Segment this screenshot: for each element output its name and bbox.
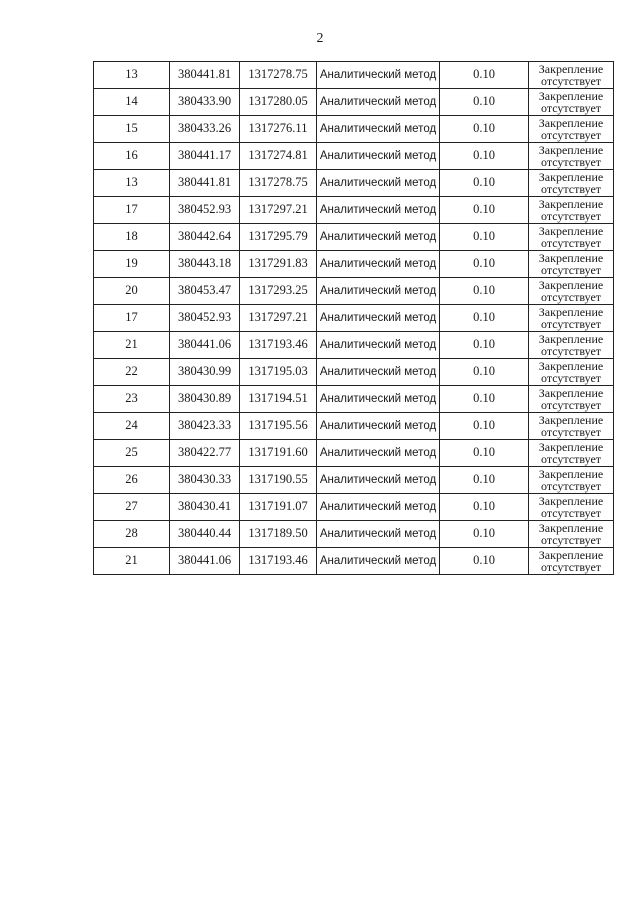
fixation-text: Закрепление — [538, 170, 604, 184]
accuracy-cell: 0.10 — [440, 440, 529, 467]
fixation-cell — [529, 494, 614, 521]
table-row — [94, 116, 614, 143]
point-cell: 19 — [94, 251, 170, 278]
fixation-text: Закрепление — [538, 386, 604, 400]
accuracy-cell: 0.10 — [440, 467, 529, 494]
fixation-text: Закрепление — [538, 143, 604, 157]
table-row — [94, 494, 614, 521]
table-row — [94, 278, 614, 305]
fixation-text: отсутствует — [540, 452, 602, 466]
coordinates-table-body — [94, 62, 614, 575]
point-cell: 23 — [94, 386, 170, 413]
fixation-text: отсутствует — [540, 398, 602, 412]
y-coordinate-cell: 1317195.56 — [240, 413, 317, 440]
accuracy-cell: 0.10 — [440, 521, 529, 548]
method-cell: Аналитический метод — [317, 62, 440, 89]
fixation-text: отсутствует — [540, 155, 602, 169]
accuracy-cell: 0.10 — [440, 332, 529, 359]
method-cell: Аналитический метод — [317, 251, 440, 278]
accuracy-cell: 0.10 — [440, 548, 529, 575]
fixation-text: Закрепление — [538, 494, 604, 508]
y-coordinate-cell: 1317295.79 — [240, 224, 317, 251]
y-coordinate-cell: 1317278.75 — [240, 62, 317, 89]
x-coordinate-cell: 380452.93 — [170, 305, 240, 332]
y-coordinate-cell: 1317280.05 — [240, 89, 317, 116]
accuracy-cell: 0.10 — [440, 197, 529, 224]
fixation-text: отсутствует — [540, 371, 602, 385]
accuracy-cell: 0.10 — [440, 386, 529, 413]
fixation-text: Закрепление — [538, 251, 604, 265]
point-cell: 26 — [94, 467, 170, 494]
fixation-cell — [529, 467, 614, 494]
point-cell: 25 — [94, 440, 170, 467]
point-cell: 28 — [94, 521, 170, 548]
method-cell: Аналитический метод — [317, 386, 440, 413]
fixation-cell — [529, 89, 614, 116]
point-cell: 27 — [94, 494, 170, 521]
table-row — [94, 62, 614, 89]
fixation-text: отсутствует — [540, 560, 602, 574]
fixation-text: отсутствует — [540, 101, 602, 115]
fixation-cell — [529, 548, 614, 575]
point-cell: 13 — [94, 62, 170, 89]
method-cell: Аналитический метод — [317, 332, 440, 359]
point-cell: 17 — [94, 197, 170, 224]
fixation-cell — [529, 359, 614, 386]
fixation-text: Закрепление — [538, 116, 604, 130]
point-cell: 17 — [94, 305, 170, 332]
accuracy-cell: 0.10 — [440, 251, 529, 278]
x-coordinate-cell: 380441.17 — [170, 143, 240, 170]
y-coordinate-cell: 1317191.60 — [240, 440, 317, 467]
method-cell: Аналитический метод — [317, 494, 440, 521]
y-coordinate-cell: 1317274.81 — [240, 143, 317, 170]
coordinates-table — [93, 61, 614, 575]
table-row — [94, 386, 614, 413]
y-coordinate-cell: 1317278.75 — [240, 170, 317, 197]
fixation-text: Закрепление — [538, 278, 604, 292]
x-coordinate-cell: 380423.33 — [170, 413, 240, 440]
y-coordinate-cell: 1317193.46 — [240, 332, 317, 359]
accuracy-cell: 0.10 — [440, 143, 529, 170]
table-row — [94, 521, 614, 548]
point-cell: 13 — [94, 170, 170, 197]
page-number: 2 — [316, 31, 324, 46]
fixation-text: отсутствует — [540, 533, 602, 547]
x-coordinate-cell: 380430.99 — [170, 359, 240, 386]
x-coordinate-cell: 380430.33 — [170, 467, 240, 494]
fixation-text: отсутствует — [540, 128, 602, 142]
table-row — [94, 224, 614, 251]
accuracy-cell: 0.10 — [440, 278, 529, 305]
x-coordinate-cell: 380443.18 — [170, 251, 240, 278]
fixation-text: отсутствует — [540, 182, 602, 196]
fixation-cell — [529, 440, 614, 467]
method-cell: Аналитический метод — [317, 548, 440, 575]
fixation-text: отсутствует — [540, 506, 602, 520]
method-cell: Аналитический метод — [317, 89, 440, 116]
fixation-cell — [529, 116, 614, 143]
x-coordinate-cell: 380452.93 — [170, 197, 240, 224]
x-coordinate-cell: 380441.81 — [170, 170, 240, 197]
table-row — [94, 548, 614, 575]
point-cell: 20 — [94, 278, 170, 305]
method-cell: Аналитический метод — [317, 440, 440, 467]
accuracy-cell: 0.10 — [440, 89, 529, 116]
point-cell: 16 — [94, 143, 170, 170]
method-cell: Аналитический метод — [317, 170, 440, 197]
fixation-text: Закрепление — [538, 440, 604, 454]
fixation-text: Закрепление — [538, 467, 604, 481]
y-coordinate-cell: 1317190.55 — [240, 467, 317, 494]
accuracy-cell: 0.10 — [440, 413, 529, 440]
point-cell: 21 — [94, 548, 170, 575]
accuracy-cell: 0.10 — [440, 359, 529, 386]
fixation-cell — [529, 197, 614, 224]
y-coordinate-cell: 1317276.11 — [240, 116, 317, 143]
accuracy-cell: 0.10 — [440, 170, 529, 197]
fixation-cell — [529, 386, 614, 413]
x-coordinate-cell: 380440.44 — [170, 521, 240, 548]
fixation-text: Закрепление — [538, 521, 604, 535]
method-cell: Аналитический метод — [317, 197, 440, 224]
method-cell: Аналитический метод — [317, 278, 440, 305]
method-cell: Аналитический метод — [317, 359, 440, 386]
table-row — [94, 440, 614, 467]
table-row — [94, 197, 614, 224]
fixation-text: отсутствует — [540, 344, 602, 358]
method-cell: Аналитический метод — [317, 413, 440, 440]
fixation-cell — [529, 521, 614, 548]
method-cell: Аналитический метод — [317, 116, 440, 143]
x-coordinate-cell: 380422.77 — [170, 440, 240, 467]
accuracy-cell: 0.10 — [440, 62, 529, 89]
point-cell: 21 — [94, 332, 170, 359]
fixation-cell — [529, 224, 614, 251]
x-coordinate-cell: 380430.41 — [170, 494, 240, 521]
point-cell: 24 — [94, 413, 170, 440]
accuracy-cell: 0.10 — [440, 224, 529, 251]
fixation-text: Закрепление — [538, 197, 604, 211]
accuracy-cell: 0.10 — [440, 116, 529, 143]
fixation-cell — [529, 170, 614, 197]
fixation-text: отсутствует — [540, 209, 602, 223]
fixation-text: отсутствует — [540, 74, 602, 88]
fixation-cell — [529, 305, 614, 332]
y-coordinate-cell: 1317293.25 — [240, 278, 317, 305]
x-coordinate-cell: 380442.64 — [170, 224, 240, 251]
x-coordinate-cell: 380441.06 — [170, 332, 240, 359]
x-coordinate-cell: 380433.90 — [170, 89, 240, 116]
accuracy-cell: 0.10 — [440, 494, 529, 521]
fixation-cell — [529, 332, 614, 359]
y-coordinate-cell: 1317195.03 — [240, 359, 317, 386]
x-coordinate-cell: 380433.26 — [170, 116, 240, 143]
fixation-text: отсутствует — [540, 236, 602, 250]
method-cell: Аналитический метод — [317, 143, 440, 170]
point-cell: 14 — [94, 89, 170, 116]
fixation-text: Закрепление — [538, 62, 604, 76]
table-row — [94, 359, 614, 386]
x-coordinate-cell: 380430.89 — [170, 386, 240, 413]
y-coordinate-cell: 1317297.21 — [240, 197, 317, 224]
y-coordinate-cell: 1317193.46 — [240, 548, 317, 575]
y-coordinate-cell: 1317191.07 — [240, 494, 317, 521]
point-cell: 15 — [94, 116, 170, 143]
point-cell: 18 — [94, 224, 170, 251]
y-coordinate-cell: 1317194.51 — [240, 386, 317, 413]
table-row — [94, 251, 614, 278]
table-row — [94, 143, 614, 170]
table-row — [94, 89, 614, 116]
fixation-text: Закрепление — [538, 89, 604, 103]
fixation-cell — [529, 143, 614, 170]
y-coordinate-cell: 1317297.21 — [240, 305, 317, 332]
table-row — [94, 467, 614, 494]
method-cell: Аналитический метод — [317, 305, 440, 332]
fixation-cell — [529, 62, 614, 89]
table-row — [94, 413, 614, 440]
accuracy-cell: 0.10 — [440, 305, 529, 332]
fixation-text: Закрепление — [538, 332, 604, 346]
fixation-text: отсутствует — [540, 425, 602, 439]
method-cell: Аналитический метод — [317, 467, 440, 494]
fixation-text: отсутствует — [540, 317, 602, 331]
x-coordinate-cell: 380453.47 — [170, 278, 240, 305]
point-cell: 22 — [94, 359, 170, 386]
y-coordinate-cell: 1317189.50 — [240, 521, 317, 548]
y-coordinate-cell: 1317291.83 — [240, 251, 317, 278]
x-coordinate-cell: 380441.06 — [170, 548, 240, 575]
fixation-text: отсутствует — [540, 263, 602, 277]
fixation-text: Закрепление — [538, 413, 604, 427]
method-cell: Аналитический метод — [317, 224, 440, 251]
fixation-text: Закрепление — [538, 548, 604, 562]
fixation-text: Закрепление — [538, 305, 604, 319]
fixation-text: Закрепление — [538, 224, 604, 238]
fixation-text: отсутствует — [540, 479, 602, 493]
table-row — [94, 305, 614, 332]
fixation-cell — [529, 413, 614, 440]
table-row — [94, 170, 614, 197]
table-row — [94, 332, 614, 359]
fixation-cell — [529, 278, 614, 305]
x-coordinate-cell: 380441.81 — [170, 62, 240, 89]
fixation-cell — [529, 251, 614, 278]
fixation-text: отсутствует — [540, 290, 602, 304]
method-cell: Аналитический метод — [317, 521, 440, 548]
fixation-text: Закрепление — [538, 359, 604, 373]
